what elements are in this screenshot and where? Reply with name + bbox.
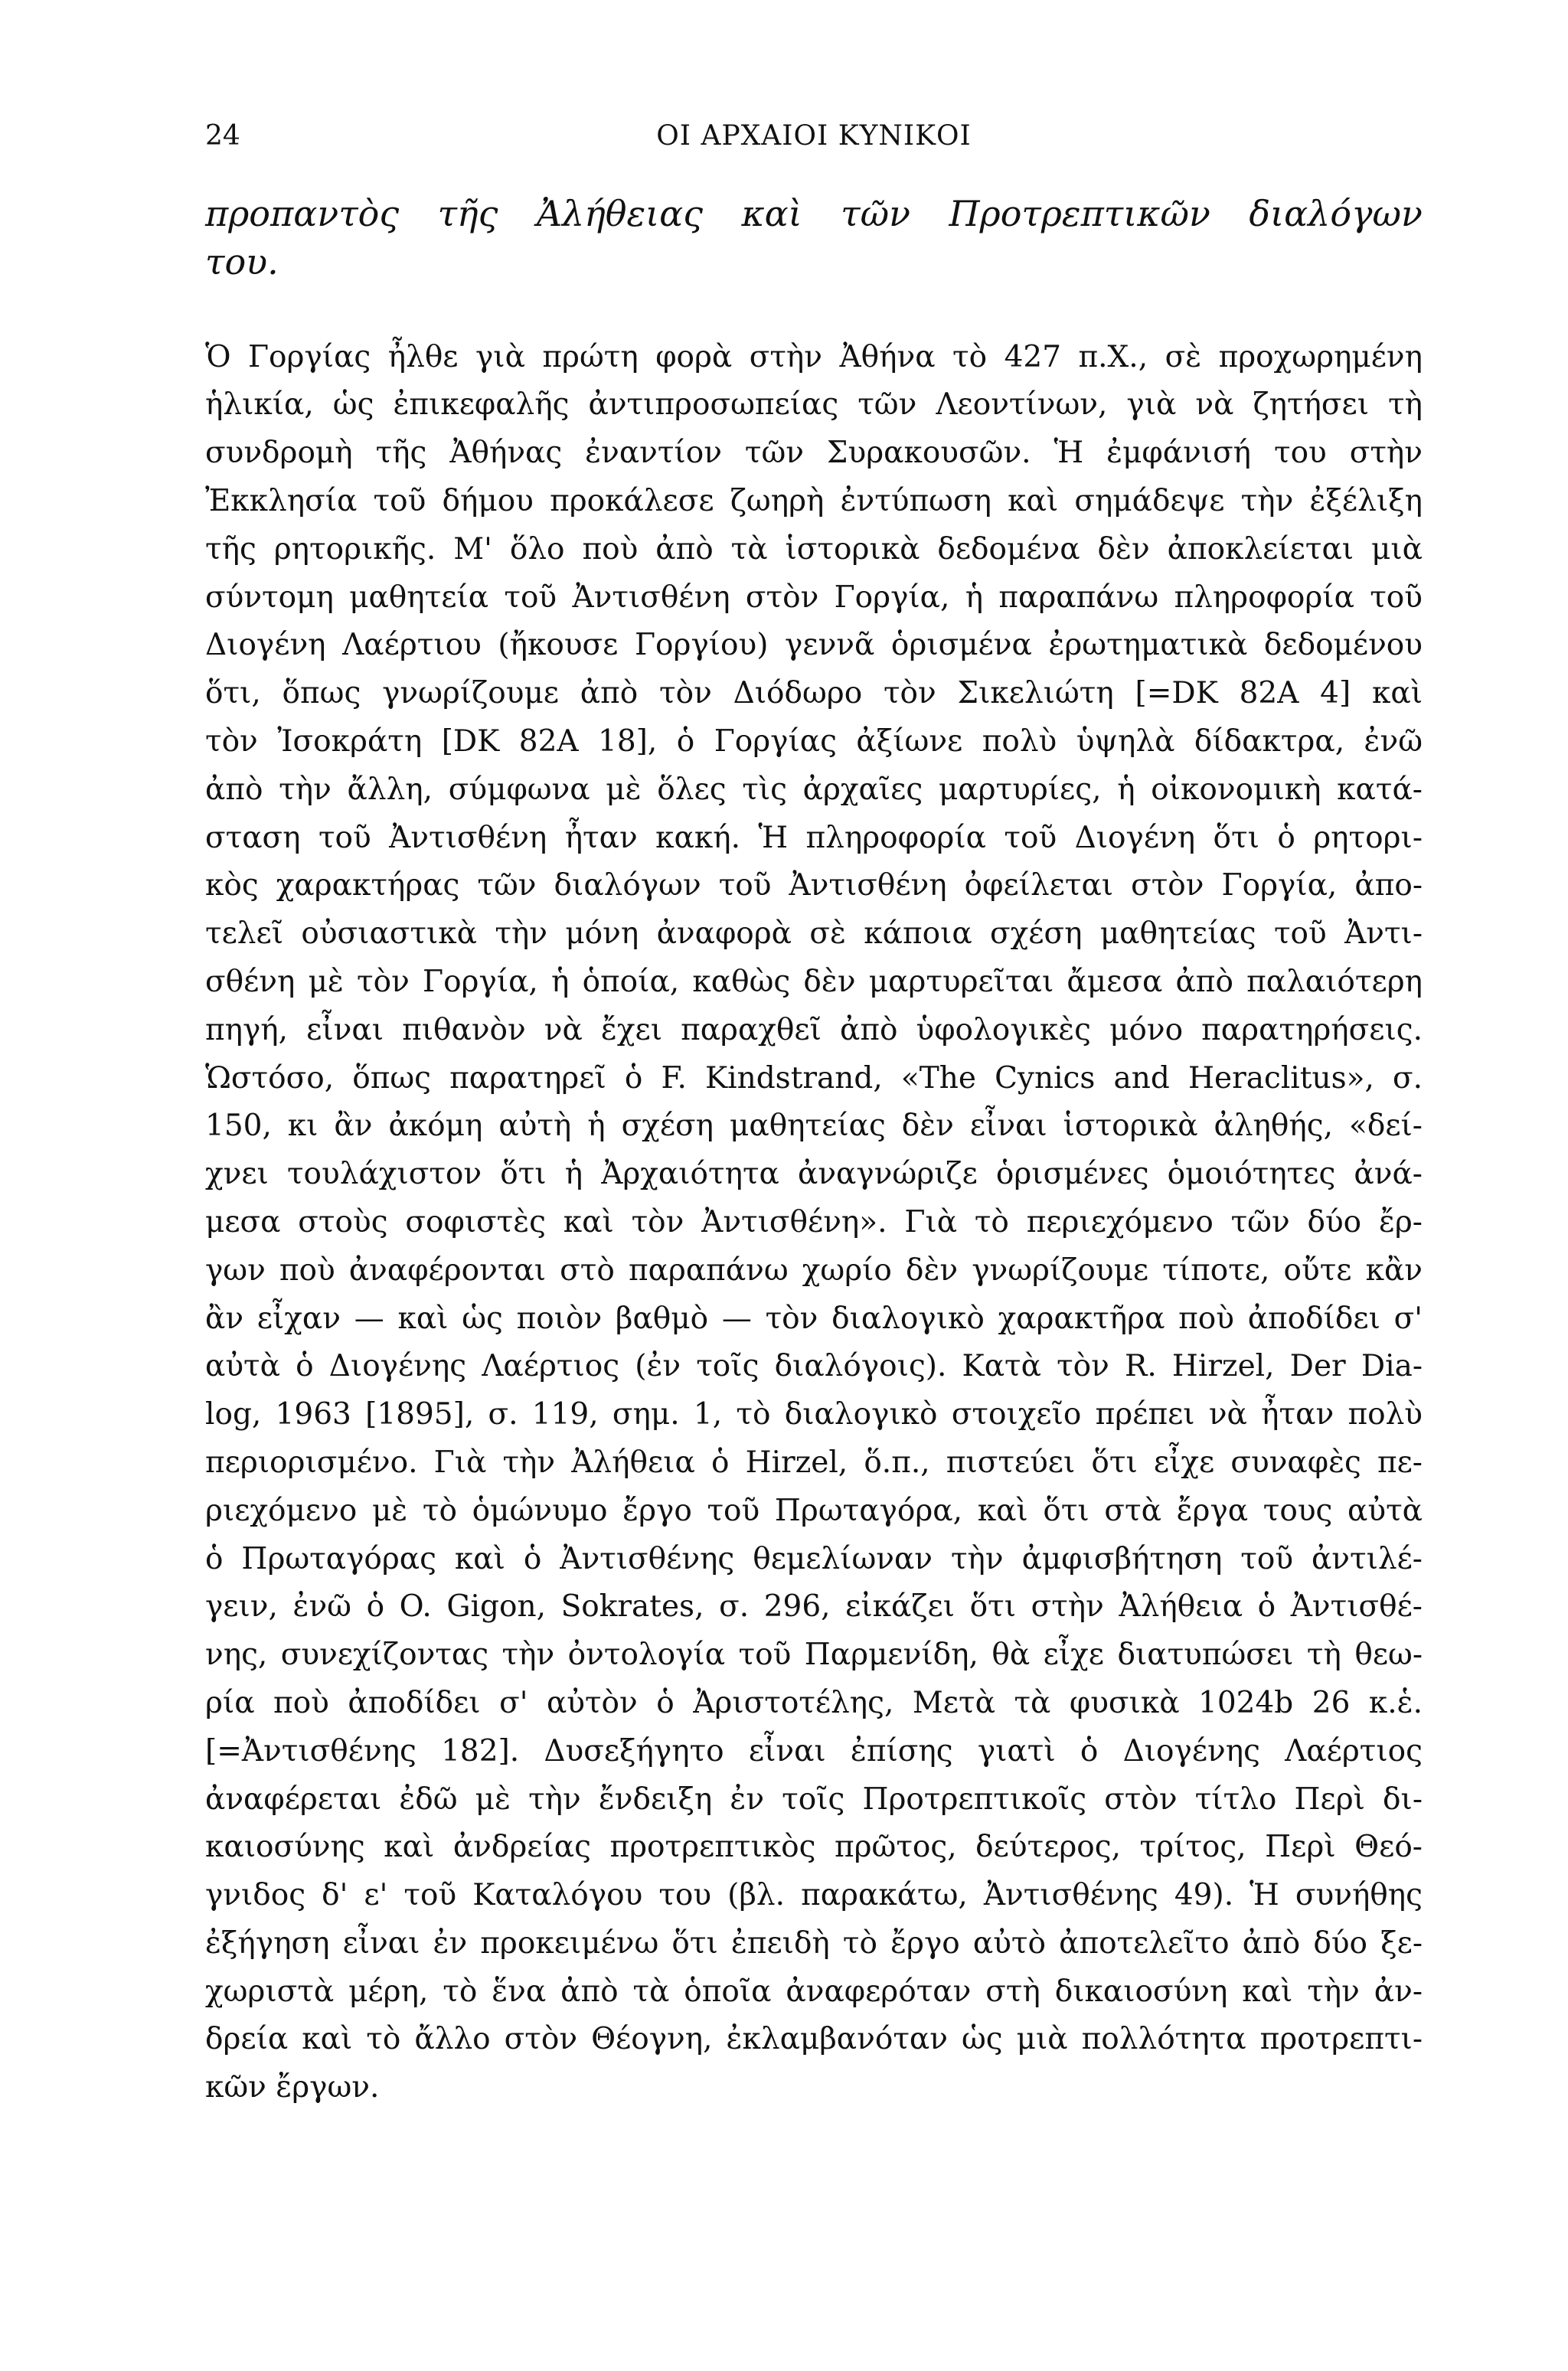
body-text <box>205 190 1423 2112</box>
text-line: νης, συνεχίζοντας τὴν ὀντολογία τοῦ Παρμενίδη, θὰ εἶχε διατυπώσει τὴ θεω- <box>205 1638 1423 1673</box>
text-line: δρεία καὶ τὸ ἄλλο στὸν Θέογνη, ἐκλαμβανόταν ὡς μιὰ πολλότητα προτρεπτι- <box>205 2022 1423 2057</box>
text-line: Ὡστόσο, ὅπως παρατηρεῖ ὁ F. Kindstrand, «The Cynics and Heraclitus», σ. <box>205 1060 1423 1096</box>
text-line: κῶν ἔργων. <box>205 2070 380 2105</box>
text-line: Ἐκκλησία τοῦ δήμου προκάλεσε ζωηρὴ ἐντύπωση καὶ σημάδεψε τὴν ἐξέλιξη <box>205 483 1423 518</box>
text-line: πηγή, εἶναι πιθανὸν νὰ ἔχει παραχθεῖ ἀπὸ ὑφολογικὲς μόνο παρατηρήσεις. <box>205 1012 1423 1047</box>
text-line: γων ποὺ ἀναφέρονται στὸ παραπάνω χωρίο δὲν γνωρίζουμε τίποτε, οὔτε κἂν <box>205 1252 1423 1288</box>
text-line: σθένη μὲ τὸν Γοργία, ἡ ὁποία, καθὼς δὲν μαρτυρεῖται ἄμεσα ἀπὸ παλαιότερη <box>205 964 1423 999</box>
text-line: 150, κι ἂν ἀκόμη αὐτὴ ἡ σχέση μαθητείας δὲν εἶναι ἱστορικὰ ἀληθής, «δεί- <box>205 1109 1423 1144</box>
text-line: τῆς ρητορικῆς. Μ' ὅλο ποὺ ἀπὸ τὰ ἱστορικὰ δεδομένα δὲν ἀποκλείεται μιὰ <box>205 531 1423 567</box>
text-line: σύντομη μαθητεία τοῦ Ἀντισθένη στὸν Γοργία, ἡ παραπάνω πληροφορία τοῦ <box>205 580 1423 615</box>
text-line: χνει τουλάχιστον ὅτι ἡ Ἀρχαιότητα ἀναγνώριζε ὁρισμένες ὁμοιότητες ἀνά- <box>205 1157 1423 1192</box>
text-line: ρία ποὺ ἀποδίδει σ' αὐτὸν ὁ Ἀριστοτέλης, Μετὰ τὰ φυσικὰ 1024b 26 κ.ἑ. <box>205 1685 1423 1720</box>
text-line: καιοσύνης καὶ ἀνδρείας προτρεπτικὸς πρῶτος, δεύτερος, τρίτος, Περὶ Θεό- <box>205 1830 1423 1865</box>
text-line: ριεχόμενο μὲ τὸ ὁμώνυμο ἔργο τοῦ Πρωταγόρα, καὶ ὅτι στὰ ἔργα τους αὐτὰ <box>205 1493 1423 1528</box>
text-line: Διογένη Λαέρτιου (ἤκουσε Γοργίου) γεννᾶ ὁρισμένα ἐρωτηματικὰ δεδομένου <box>205 628 1423 663</box>
text-line: [=Ἀντισθένης 182]. Δυσεξήγητο εἶναι ἐπίσης γιατὶ ὁ Διογένης Λαέρτιος <box>205 1733 1423 1768</box>
text-line: ὁ Πρωταγόρας καὶ ὁ Ἀντισθένης θεμελίωναν τὴν ἀμφισβήτηση τοῦ ἀντιλέ- <box>205 1541 1423 1576</box>
text-line: ἡλικία, ὡς ἐπικεφαλῆς ἀντιπροσωπείας τῶν Λεοντίνων, γιὰ νὰ ζητήσει τὴ <box>205 387 1423 423</box>
intro-line: του. <box>205 240 279 282</box>
text-line: γνιδος δ' ε' τοῦ Καταλόγου του (βλ. παρακάτω, Ἀντισθένης 49). Ἡ συνήθης <box>205 1878 1423 1913</box>
page-number: 24 <box>205 120 240 152</box>
text-line: ἂν εἶχαν — καὶ ὡς ποιὸν βαθμὸ — τὸν διαλογικὸ χαρακτῆρα ποὺ ἀποδίδει σ' <box>205 1301 1423 1336</box>
paragraph-gap <box>205 286 1423 334</box>
text-line: Ὁ Γοργίας ἦλθε γιὰ πρώτη φορὰ στὴν Ἀθήνα τὸ 427 π.Χ., σὲ προχωρημένη <box>205 339 1423 374</box>
text-line: αὐτὰ ὁ Διογένης Λαέρτιος (ἐν τοῖς διαλόγοις). Κατὰ τὸν R. Hirzel, Der Dia- <box>205 1349 1423 1384</box>
text-line: συνδρομὴ τῆς Ἀθήνας ἐναντίον τῶν Συρακουσῶν. Ἡ ἐμφάνισή του στὴν <box>205 436 1423 471</box>
text-line: μεσα στοὺς σοφιστὲς καὶ τὸν Ἀντισθένη». Γιὰ τὸ περιεχόμενο τῶν δύο ἔρ- <box>205 1204 1423 1239</box>
text-line: τελεῖ οὐσιαστικὰ τὴν μόνη ἀναφορὰ σὲ κάποια σχέση μαθητείας τοῦ Ἀντι- <box>205 916 1423 952</box>
text-line: κὸς χαρακτήρας τῶν διαλόγων τοῦ Ἀντισθένη ὀφείλεται στὸν Γοργία, ἀπο- <box>205 868 1423 903</box>
text-line: log, 1963 [1895], σ. 119, σημ. 1, τὸ διαλογικὸ στοιχεῖο πρέπει νὰ ἦταν πολὺ <box>205 1397 1423 1432</box>
text-line: σταση τοῦ Ἀντισθένη ἦταν κακή. Ἡ πληροφορία τοῦ Διογένη ὅτι ὁ ρητορι- <box>205 820 1423 855</box>
text-line: ἐξήγηση εἶναι ἐν προκειμένω ὅτι ἐπειδὴ τὸ ἔργο αὐτὸ ἀποτελεῖτο ἀπὸ δύο ξε- <box>205 1925 1423 1961</box>
intro-line: προπαντὸς τῆς Ἀλήθειας καὶ τῶν Προτρεπτικῶν διαλόγων <box>205 193 1423 234</box>
text-line: ἀπὸ τὴν ἄλλη, σύμφωνα μὲ ὅλες τὶς ἀρχαῖες μαρτυρίες, ἡ οἰκονομικὴ κατά- <box>205 772 1423 807</box>
text-line: ὅτι, ὅπως γνωρίζουμε ἀπὸ τὸν Διόδωρο τὸν Σικελιώτη [=DK 82A 4] καὶ <box>205 676 1423 711</box>
running-head: ΟΙ ΑΡΧΑΙΟΙ ΚΥΝΙΚΟΙ <box>656 120 972 152</box>
text-line: τὸν Ἰσοκράτη [DK 82A 18], ὁ Γοργίας ἀξίωνε πολὺ ὑψηλὰ δίδακτρα, ἐνῶ <box>205 723 1423 759</box>
text-line: περιορισμένο. Γιὰ τὴν Ἀλήθεια ὁ Hirzel, ὅ.π., πιστεύει ὅτι εἶχε συναφὲς πε- <box>205 1445 1423 1480</box>
text-line: χωριστὰ μέρη, τὸ ἕνα ἀπὸ τὰ ὁποῖα ἀναφερόταν στὴ δικαιοσύνη καὶ τὴν ἀν- <box>205 1974 1423 2009</box>
text-line: γειν, ἐνῶ ὁ O. Gigon, Sokrates, σ. 296, εἰκάζει ὅτι στὴν Ἀλήθεια ὁ Ἀντισθέ- <box>205 1589 1423 1625</box>
text-line: ἀναφέρεται ἐδῶ μὲ τὴν ἔνδειξη ἐν τοῖς Προτρεπτικοῖς στὸν τίτλο Περὶ δι- <box>205 1782 1423 1817</box>
page-header <box>205 113 1423 159</box>
